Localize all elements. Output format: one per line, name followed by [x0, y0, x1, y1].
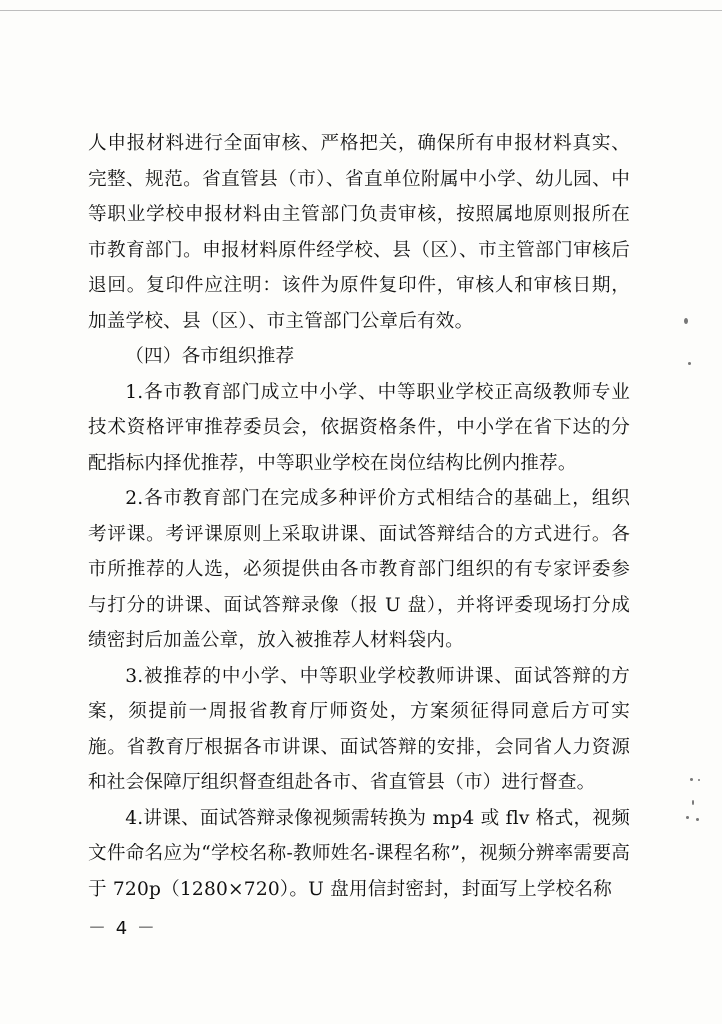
- section-heading-city-recommendation: （四）各市组织推荐: [125, 346, 295, 367]
- scan-speck: [696, 818, 699, 821]
- paragraph-item-3: 3.被推荐的中小学、中等职业学校教师讲课、面试答辩的方案，须提前一周报省教育厅师资处，方案须征得同意后方可实施。省教育厅根据各市讲课、面试答辩的安排，会同省人力资源和社会保障厅组织督查组赴各市、省直管县（市）进行督查。: [88, 665, 630, 793]
- scan-speck: [692, 800, 694, 805]
- page-number: － 4 －: [88, 918, 157, 939]
- scan-speck: [690, 778, 693, 781]
- paragraph-item-2: 2.各市教育部门在完成多种评价方式相结合的基础上，组织考评课。考评课原则上采取讲课、面试答辩结合的方式进行。各市所推荐的人选，必须提供由各市教育部门组织的有专家评委参与打分的讲课、面试答辩录像（报 U 盘），并将评委现场打分成绩密封后加盖公章，放入被推荐人材料袋内。: [88, 488, 630, 651]
- scan-top-edge: [0, 10, 722, 11]
- paragraph-item-4: 4.讲课、面试答辩录像视频需转换为 mp4 或 flv 格式，视频文件命名应为“学校名称-教师姓名-课程名称”，视频分辨率需要高于 720p（1280×720）。U 盘用信封密封，封面写上学校名称: [88, 807, 630, 900]
- paragraph-item-1: 1.各市教育部门成立中小学、中等职业学校正高级教师专业技术资格评审推荐委员会，依据资格条件，中小学在省下达的分配指标内择优推荐，中等职业学校在岗位结构比例内推荐。: [88, 381, 630, 474]
- paragraph-review-materials: 人申报材料进行全面审核、严格把关，确保所有申报材料真实、完整、规范。省直管县（市）、省直单位附属中小学、幼儿园、中等职业学校申报材料由主管部门负责审核，按照属地原则报所在市教育部门。申报材料原件经学校、县（区）、市主管部门审核后退回。复印件应注明：该件为原件复印件，审核人和审核日期，加盖学校、县（区）、市主管部门公章后有效。: [88, 133, 630, 332]
- scan-speck: [688, 362, 691, 365]
- scan-speck: [684, 318, 688, 324]
- scan-speck: [698, 779, 700, 781]
- document-body: [88, 126, 630, 907]
- scan-speck: [686, 816, 689, 819]
